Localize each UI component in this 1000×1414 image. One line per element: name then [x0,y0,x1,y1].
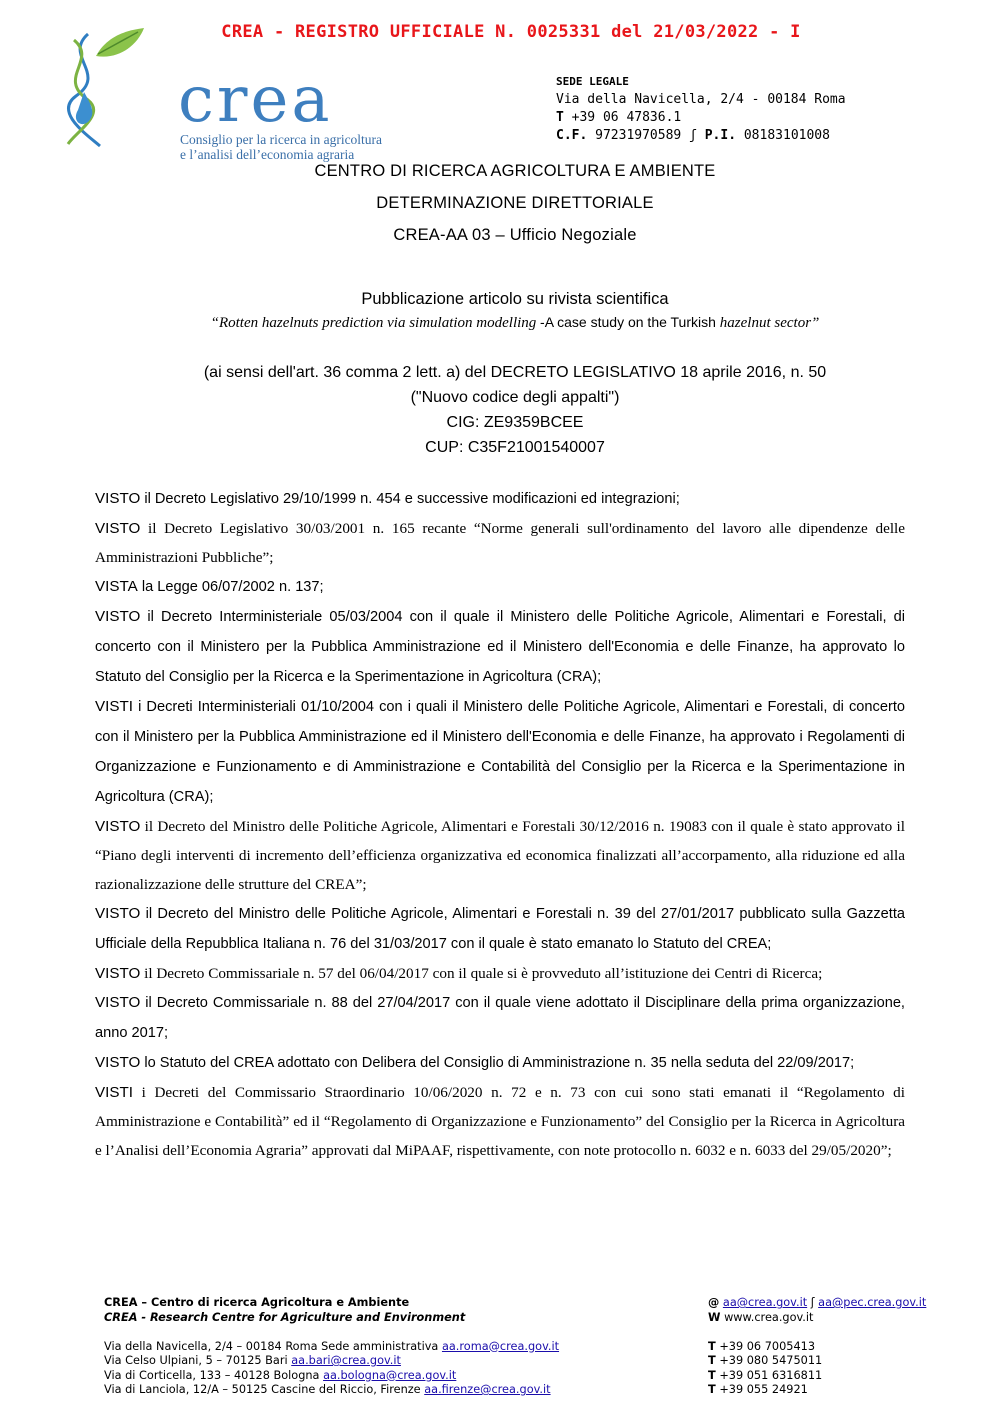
premise-keyword: VISTI [95,1084,133,1101]
cig-code: CIG: ZE9359BCEE [446,414,584,431]
email-link-roma[interactable]: aa.roma@crea.gov.it [441,1339,560,1353]
legal-basis: (ai sensi dell'art. 36 comma 2 lett. a) del DECRETO LEGISLATIVO 18 aprile 2016, n. 50 ("Nuovo codice degli appalti") CIG: ZE9359BCEE CUP: C35F21001540007 [0,360,1000,460]
sede-address: Via della Navicella, 2/4 - 00184 Roma [556,92,846,107]
centre-title: CENTRO DI RICERCA AGRICOLTURA E AMBIENTE [314,162,716,180]
premise-text: la Legge 06/07/2002 n. 137; [137,579,324,595]
logo-wordmark: crea [178,63,333,137]
subject-title: Pubblicazione articolo su rivista scientifica [361,290,669,308]
premise-keyword: VISTO [95,1054,141,1071]
premise-text: il Decreto Interministeriale 05/03/2004 con il quale il Ministero delle Politiche Agricole, Alimentari e Forestali, di concerto con il Ministero per la Pubblica Amministrazione ed il Ministero dell'Economia e delle Finanze, ha approvato lo Statuto del Consiglio per la Ricerca e la Sperimentazione in Agricoltura (CRA); [95,609,905,685]
footer-addresses: CREA – Centro di ricerca Agricoltura e Ambiente CREA - Research Centre for Agriculture and Environment Via della Navicella, 2/4 – 00184 Roma Sede amministrativa aa.roma@crea.gov.it Via Celso Ulpiani, 5 – 70125 Bari aa.bari@crea.gov.it Via di Corticella, 133 – 40128 Bologna aa.bologna@crea.gov.it Via di Lanciola, 12/A – 50125 Cascine del Riccio, Firenze aa.firenze@crea.gov.it [104,1296,560,1396]
premise-text: lo Statuto del CREA adottato con Delibera del Consiglio di Amministrazione n. 35 nella seduta del 22/09/2017; [140,1055,855,1071]
premise-keyword: VISTI [95,698,133,715]
premise-paragraph [95,514,905,572]
sede-phone: T +39 06 47836.1 [556,110,682,125]
premise-text: il Decreto Legislativo 30/03/2001 n. 165 recante “Norme generali sull'ordinamento del lavoro alle dipendenze delle Amministrazioni Pubbliche”; [95,520,905,566]
premise-paragraph [95,812,905,899]
premise-paragraph [95,1048,905,1078]
premise-keyword: VISTO [95,818,141,835]
premise-text: i Decreti del Commissario Straordinario 10/06/2020 n. 72 e n. 73 con cui sono stati emanati il “Regolamento di Amministrazione e Contabilità” ed il “Regolamento di Organizzazione e Funzionamento” del Consiglio per la Ricerca in Agricoltura e l’Analisi dell’Economia Agraria” approvati dal MiPAAF, rispettivamente, con note protocollo n. 6032 e n. 6033 del 29/05/2020”; [95,1084,905,1159]
premises-list [95,484,905,1165]
website: www.crea.gov.it [724,1310,814,1324]
determination-title: DETERMINAZIONE DIRETTORIALE [376,194,654,212]
premise-paragraph [95,988,905,1048]
premise-keyword: VISTA [95,578,138,595]
premise-paragraph [95,1078,905,1165]
premise-keyword: VISTO [95,905,141,922]
email-link-firenze[interactable]: aa.firenze@crea.gov.it [424,1383,551,1396]
email-link-bologna[interactable]: aa.bologna@crea.gov.it [323,1368,457,1382]
protocol-stamp: CREA - REGISTRO UFFICIALE N. 0025331 del 21/03/2022 - I [221,22,801,42]
subject-quote: “Rotten hazelnuts prediction via simulation modelling -A case study on the Turkish hazelnut sector” [210,314,820,331]
premise-text: il Decreto del Ministro delle Politiche Agricole, Alimentari e Forestali n. 39 del 27/01/2017 pubblicato sulla Gazzetta Ufficiale della Repubblica Italiana n. 76 del 31/03/2017 con il quale è stato emanato lo Statuto del CREA; [95,906,905,952]
footer-contacts: @ aa@crea.gov.it ʃ aa@pec.crea.gov.it W www.crea.gov.it T +39 06 7005413 T +39 080 5475011 T +39 051 6316811 T +39 055 24921 [708,1296,927,1396]
cup-code: CUP: C35F21001540007 [425,439,605,456]
premise-text: i Decreti Interministeriali 01/10/2004 con i quali il Ministero delle Politiche Agricole, Alimentari e Forestali, di concerto con il Ministero per la Pubblica Amministrazione ed il Ministero dell'Economia e delle Finanze, ha approvato i Regolamenti di Organizzazione e Funzionamento e di Amministrazione e Contabilità del Consiglio per la Ricerca e la Sperimentazione in Agricoltura (CRA); [95,699,905,805]
premise-keyword: VISTO [95,608,141,625]
premise-paragraph [95,484,905,514]
premise-keyword: VISTO [95,994,141,1011]
premise-text: il Decreto Commissariale n. 57 del 06/04/2017 con il quale si è provveduto all’istituzione dei Centri di Ricerca; [140,965,823,982]
email-link-bari[interactable]: aa.bari@crea.gov.it [291,1354,401,1367]
logo-subtitle: Consiglio per la ricerca in agricoltura e l’analisi dell’economia agraria [180,132,383,162]
premise-keyword: VISTO [95,490,141,507]
premise-paragraph [95,899,905,959]
email-link-main[interactable]: aa@crea.gov.it [722,1296,808,1309]
office-title: CREA-AA 03 – Ufficio Negoziale [393,226,637,244]
premise-text: il Decreto Commissariale n. 88 del 27/04/2017 con il quale viene adottato il Disciplinare della prima organizzazione, anno 2017; [95,995,905,1041]
premise-paragraph [95,572,905,602]
premise-keyword: VISTO [95,520,141,537]
premise-keyword: VISTO [95,965,141,982]
sede-title: SEDE LEGALE [556,75,629,88]
registered-office [556,73,846,145]
crea-logo [58,26,383,162]
sede-fiscal: C.F. 97231970589 ʃ P.I. 08183101008 [556,128,830,143]
premise-paragraph [95,959,905,988]
premise-paragraph [95,692,905,812]
pec-link[interactable]: aa@pec.crea.gov.it [818,1296,927,1309]
premise-text: il Decreto Legislativo 29/10/1999 n. 454 e successive modificazioni ed integrazioni; [140,491,680,507]
premise-paragraph [95,602,905,692]
premise-text: il Decreto del Ministro delle Politiche Agricole, Alimentari e Forestali 30/12/2016 n. 19083 con il quale è stato approvato il “Piano degli interventi di incremento dell’efficienza organizzativa ed economica finalizzati all’accorpamento, alla riduzione ed alla razionalizzazione delle strutture del CREA”; [95,818,905,893]
